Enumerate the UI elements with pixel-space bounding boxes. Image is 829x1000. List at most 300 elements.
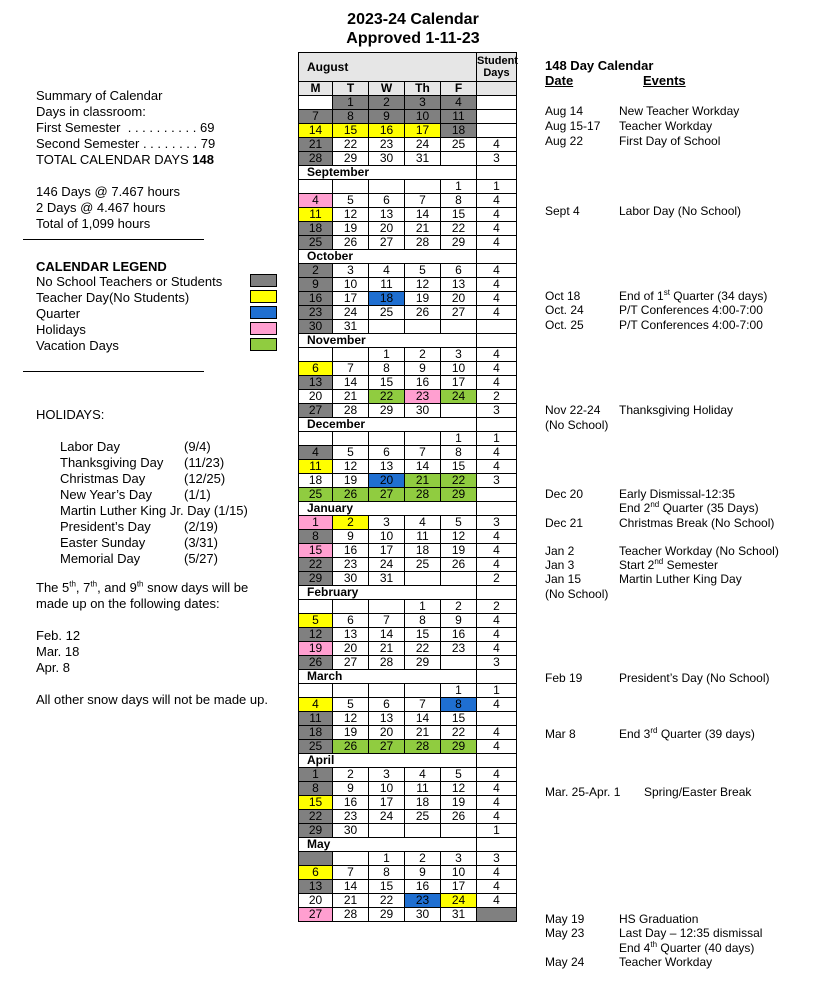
legend-swatch-green [250,338,277,351]
event-text: End 4th Quarter (40 days) [619,940,755,955]
event-text: P/T Conferences 4:00-7:00 [619,303,763,317]
week-row [299,894,517,908]
student-days-cell: 4 [477,726,517,740]
week-row [299,866,517,880]
day-cell: 14 [333,880,369,894]
day-cell: 15 [441,208,477,222]
day-cell: 28 [405,740,441,754]
day-cell: 18 [299,222,333,236]
day-cell: 13 [369,208,405,222]
day-cell [369,432,405,446]
week-row [299,124,517,138]
event-date: May 23 [545,926,585,940]
day-cell: 6 [299,866,333,880]
day-cell: 7 [299,110,333,124]
holiday-item [36,455,298,471]
week-row [299,908,517,922]
event-date: Jan 3 [545,558,575,572]
event-text: Thanksgiving Holiday (No School) [545,403,734,432]
event-text: End 3rd Quarter (39 days) [619,726,755,741]
day-cell: 19 [333,726,369,740]
student-days-cell: 4 [477,614,517,628]
day-cell: 21 [369,642,405,656]
day-cell: 13 [333,628,369,642]
event-date: Oct. 25 [545,318,584,332]
makeup-date: Mar. 18 [36,644,80,659]
weekday-header-row [299,82,517,96]
day-cell: 12 [333,208,369,222]
day-cell [369,180,405,194]
title-line-2: Approved 1-11-23 [346,30,480,47]
day-cell: 23 [299,306,333,320]
day-cell: 23 [333,558,369,572]
weekday-header: T [333,82,369,96]
day-cell: 22 [369,390,405,404]
day-cell: 21 [405,474,441,488]
day-cell: 20 [299,894,333,908]
week-row [299,852,517,866]
month-header-row [299,670,517,684]
legend-label: Holidays [36,322,86,337]
day-cell [441,572,477,586]
day-cell: 3 [405,96,441,110]
day-cell [405,180,441,194]
week-row [299,376,517,390]
holiday-date: (9/4) [184,439,211,454]
day-cell: 7 [405,194,441,208]
month-header-row [299,586,517,600]
day-cell: 25 [299,488,333,502]
week-row [299,572,517,586]
student-days-cell: 4 [477,544,517,558]
day-cell: 13 [441,278,477,292]
student-days-cell: 1 [477,824,517,838]
day-cell [369,600,405,614]
legend-item [36,322,296,338]
day-cell: 3 [441,852,477,866]
day-cell: 25 [299,236,333,250]
holiday-item [36,439,298,455]
day-cell: 8 [299,782,333,796]
weekday-header: M [299,82,333,96]
legend-title: CALENDAR LEGEND [36,259,167,274]
day-cell: 25 [299,740,333,754]
student-days-cell [477,908,517,922]
day-cell: 22 [441,474,477,488]
day-cell: 10 [333,278,369,292]
day-cell: 3 [369,768,405,782]
day-cell: 14 [405,208,441,222]
week-row [299,698,517,712]
day-cell: 15 [369,376,405,390]
student-days-cell: 3 [477,516,517,530]
day-cell: 29 [441,236,477,250]
holiday-name: Thanksgiving Day [60,455,164,470]
day-cell: 21 [333,390,369,404]
week-row [299,600,517,614]
day-cell: 14 [333,376,369,390]
week-row [299,796,517,810]
day-cell: 3 [369,516,405,530]
month-name: November [299,334,477,348]
day-cell: 16 [405,880,441,894]
day-cell: 5 [441,768,477,782]
month-name: January [299,502,477,516]
legend-item [36,338,296,354]
month-name: December [299,418,477,432]
day-cell: 3 [441,348,477,362]
day-cell: 20 [369,222,405,236]
month-name: August [299,53,477,82]
day-cell: 26 [299,656,333,670]
second-semester-days: Second Semester . . . . . . . . 79 [36,136,216,151]
month-header-row [299,838,517,852]
day-cell: 21 [405,222,441,236]
day-cell [405,684,441,698]
total-label: TOTAL CALENDAR DAYS [36,152,193,167]
student-days-cell [477,96,517,110]
day-cell: 31 [405,152,441,166]
divider [23,239,204,240]
week-row [299,222,517,236]
student-days-cell: 3 [477,852,517,866]
student-days-cell: 4 [477,558,517,572]
day-cell: 18 [299,474,333,488]
day-cell: 5 [299,614,333,628]
student-days-header [477,502,517,516]
student-days-cell: 4 [477,698,517,712]
day-cell: 29 [299,824,333,838]
day-cell [369,684,405,698]
event-text: President’s Day (No School) [619,671,770,685]
day-cell: 7 [333,362,369,376]
day-cell: 2 [299,264,333,278]
day-cell: 27 [299,404,333,418]
day-cell: 15 [405,628,441,642]
student-days-header [477,166,517,180]
day-cell: 16 [333,796,369,810]
day-cell: 24 [369,558,405,572]
day-cell: 29 [299,572,333,586]
student-days-header [477,250,517,264]
day-cell: 30 [405,404,441,418]
week-row [299,390,517,404]
event-date: Aug 15-17 [545,119,601,133]
day-cell: 3 [333,264,369,278]
legend-item [36,306,296,322]
day-cell: 29 [441,740,477,754]
week-row [299,712,517,726]
student-days-cell: 4 [477,642,517,656]
student-days-cell: 4 [477,278,517,292]
event-text: Martin Luther King Day (No School) [545,572,742,601]
student-days-header [477,586,517,600]
day-cell: 17 [369,544,405,558]
day-cell: 21 [333,894,369,908]
student-days-cell: 4 [477,292,517,306]
week-row [299,628,517,642]
event-text: Labor Day (No School) [619,204,742,218]
day-cell [405,572,441,586]
event-date: Aug 14 [545,104,584,118]
week-row [299,96,517,110]
day-cell [333,600,369,614]
hours-line: 146 Days @ 7.467 hours [36,184,181,199]
student-days-cell: 4 [477,530,517,544]
day-cell: 16 [333,544,369,558]
event-date: Oct. 24 [545,303,584,317]
day-cell: 24 [333,306,369,320]
day-cell [405,320,441,334]
day-cell: 5 [405,264,441,278]
event-date: Jan 15 [545,572,582,586]
day-cell: 8 [441,194,477,208]
holidays-title: HOLIDAYS: [36,407,105,422]
day-cell: 1 [441,684,477,698]
day-cell: 14 [405,712,441,726]
day-cell: 23 [441,642,477,656]
week-row [299,880,517,894]
day-cell: 5 [333,194,369,208]
day-cell: 19 [333,474,369,488]
day-cell: 13 [369,712,405,726]
day-cell [333,180,369,194]
holiday-date: (1/1) [184,487,211,502]
day-cell: 5 [333,698,369,712]
day-cell [333,852,369,866]
week-row [299,264,517,278]
day-cell: 8 [441,698,477,712]
day-cell: 25 [405,558,441,572]
day-cell: 11 [405,782,441,796]
day-cell: 30 [405,908,441,922]
day-cell: 30 [333,824,369,838]
day-cell: 27 [299,908,333,922]
day-cell: 28 [299,152,333,166]
day-cell: 24 [405,138,441,152]
day-cell: 21 [299,138,333,152]
day-cell: 15 [441,712,477,726]
day-cell [299,180,333,194]
event-text: End 2nd Quarter (35 Days) [619,500,759,515]
day-cell: 20 [369,474,405,488]
day-cell: 21 [405,726,441,740]
week-row [299,152,517,166]
week-row [299,208,517,222]
day-cell: 6 [369,698,405,712]
event-text: Teacher Workday (No School) [619,544,779,558]
weekday-header: Th [405,82,441,96]
event-date: May 24 [545,955,585,969]
day-cell [299,852,333,866]
legend-label: No School Teachers or Students [36,274,223,289]
day-cell: 11 [405,530,441,544]
day-cell: 17 [441,376,477,390]
student-days-cell: 4 [477,222,517,236]
week-row [299,614,517,628]
day-cell: 13 [299,880,333,894]
day-cell: 17 [369,796,405,810]
day-cell: 20 [299,390,333,404]
event-text: Teacher Workday [619,955,713,969]
day-cell: 8 [369,362,405,376]
day-cell [441,824,477,838]
holiday-item [36,487,298,503]
day-cell: 27 [369,488,405,502]
day-cell: 7 [369,614,405,628]
day-cell: 28 [333,404,369,418]
month-name: May [299,838,477,852]
event-date: Aug 22 [545,134,584,148]
day-cell: 22 [299,810,333,824]
day-cell: 23 [333,810,369,824]
student-days-cell: 1 [477,684,517,698]
day-cell: 8 [405,614,441,628]
day-cell: 9 [299,278,333,292]
week-row [299,306,517,320]
week-row [299,446,517,460]
legend-label: Teacher Day(No Students) [36,290,190,305]
day-cell: 8 [299,530,333,544]
day-cell: 12 [333,460,369,474]
day-cell: 27 [369,740,405,754]
day-cell: 23 [405,894,441,908]
student-days-cell [477,124,517,138]
day-cell: 15 [333,124,369,138]
day-cell: 19 [299,642,333,656]
day-cell: 18 [441,124,477,138]
day-cell: 15 [299,544,333,558]
day-cell [299,96,333,110]
day-cell: 22 [333,138,369,152]
day-cell: 15 [299,796,333,810]
day-cell: 26 [405,306,441,320]
event-text: Spring/Easter Break [644,785,752,799]
student-days-cell: 3 [477,152,517,166]
week-row [299,726,517,740]
student-days-cell: 4 [477,628,517,642]
summary-line: Days in classroom: [36,104,146,119]
day-cell: 4 [299,446,333,460]
student-days-cell: 2 [477,390,517,404]
day-cell [299,600,333,614]
student-days-cell [477,712,517,726]
legend-label: Vacation Days [36,338,119,353]
day-cell: 19 [333,222,369,236]
day-cell: 22 [369,894,405,908]
day-cell: 1 [299,768,333,782]
day-cell: 10 [441,866,477,880]
student-days-cell [477,488,517,502]
day-cell: 28 [333,908,369,922]
day-cell: 19 [405,292,441,306]
event-text: P/T Conferences 4:00-7:00 [619,318,763,332]
day-cell: 22 [405,642,441,656]
holidays-section [36,407,298,567]
month-name: October [299,250,477,264]
holiday-item [36,503,298,519]
student-days-cell: 1 [477,432,517,446]
week-row [299,432,517,446]
student-days-cell: 4 [477,782,517,796]
day-cell: 15 [441,460,477,474]
month-name: April [299,754,477,768]
snow-days-section [36,580,298,708]
student-days-cell: 4 [477,264,517,278]
day-cell: 18 [299,726,333,740]
student-days-cell [477,320,517,334]
holiday-item [36,535,298,551]
day-cell: 24 [369,810,405,824]
day-cell: 26 [333,740,369,754]
day-cell: 28 [369,656,405,670]
day-cell: 20 [333,642,369,656]
holiday-name: President’s Day [60,519,151,534]
day-cell: 30 [333,572,369,586]
left-panel [36,88,296,232]
week-row [299,460,517,474]
day-cell: 31 [441,908,477,922]
day-cell: 29 [333,152,369,166]
month-header-row [299,418,517,432]
holiday-name: Christmas Day [60,471,146,486]
week-row [299,110,517,124]
title-line-1: 2023-24 Calendar [347,11,479,28]
week-row [299,684,517,698]
week-row [299,740,517,754]
calendar-table [298,52,517,922]
summary-line: Summary of Calendar [36,88,163,103]
legend-item [36,290,296,306]
makeup-date: Apr. 8 [36,660,70,675]
day-cell: 9 [405,866,441,880]
day-cell: 4 [405,768,441,782]
student-days-cell: 2 [477,572,517,586]
month-header-row [299,502,517,516]
day-cell: 26 [333,488,369,502]
day-cell: 4 [299,698,333,712]
day-cell [441,656,477,670]
month-header-row [299,334,517,348]
day-cell: 6 [441,264,477,278]
week-row [299,516,517,530]
snow-days-intro-2: made up on the following dates: [36,596,220,611]
day-cell: 28 [405,236,441,250]
day-cell: 30 [369,152,405,166]
student-days-cell: 4 [477,208,517,222]
day-cell: 27 [333,656,369,670]
day-cell: 1 [369,348,405,362]
event-text: Teacher Workday [619,119,713,133]
day-cell: 24 [441,390,477,404]
student-days-cell: 4 [477,376,517,390]
day-cell: 4 [299,194,333,208]
student-days-header [477,838,517,852]
student-days-cell: 4 [477,194,517,208]
calendar-legend [36,259,296,354]
legend-label: Quarter [36,306,81,321]
day-cell: 7 [405,446,441,460]
day-cell: 6 [369,446,405,460]
day-cell: 22 [299,558,333,572]
holiday-name: Martin Luther King Jr. Day (1/15) [60,503,248,518]
day-cell: 18 [405,796,441,810]
holiday-date: (2/19) [184,519,218,534]
day-cell [299,348,333,362]
student-days-header [477,334,517,348]
day-cell: 20 [369,726,405,740]
event-date: Dec 21 [545,516,584,530]
